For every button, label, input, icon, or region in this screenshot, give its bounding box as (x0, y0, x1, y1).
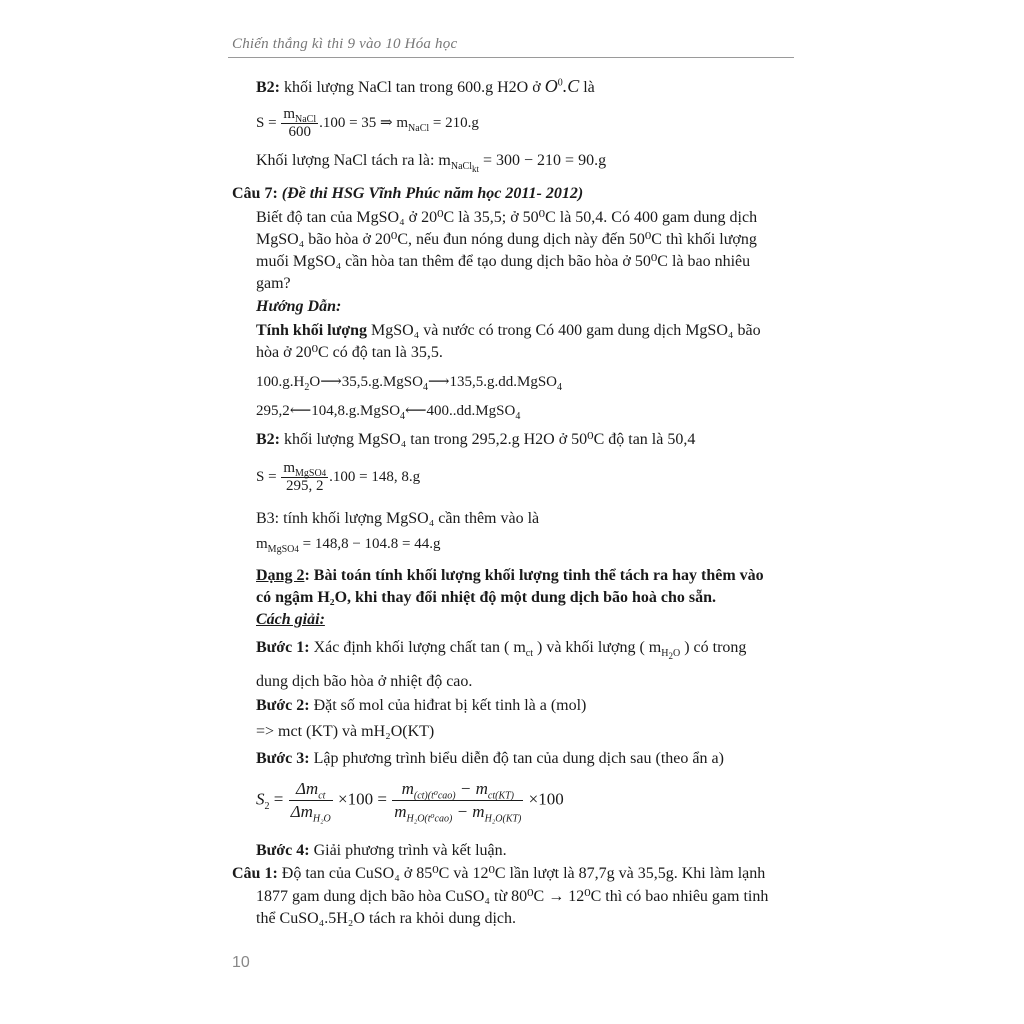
s-num-sub: MgSO (294, 468, 322, 479)
b3-line: B3: tính khối lượng MgSO₄ cần thêm vào là (256, 510, 540, 527)
s2-fraction-1 (289, 778, 333, 823)
chain1-sub: 2 (304, 382, 310, 393)
b2-temp-unit: .C (562, 76, 580, 96)
page-number: 10 (232, 954, 250, 971)
chain2-b-sub: 4 (400, 411, 406, 422)
s2-eq: = (269, 789, 288, 809)
buoc3-text: Lập phương trình biểu diễn độ tan của dung dịch sau (theo ẩn a) (309, 750, 724, 767)
cau1-label: Câu 1: (232, 865, 278, 882)
chain1-c-sub: 4 (422, 382, 428, 393)
buoc1-sub: ct (525, 648, 533, 660)
s2-lhs-sub: 2 (264, 800, 270, 812)
s2-times-2: ×100 (524, 789, 564, 809)
cau7-b2-label: B2: (256, 431, 280, 448)
cau7-line-1: Biết độ tan của MgSO₄ ở 20⁰C là 35,5; ở 50⁰C là 50,4. Có 400 gam dung dịch (256, 209, 758, 226)
m-sub: MgSO (267, 544, 295, 555)
buoc1-line-2: dung dịch bão hòa ở nhiệt độ cao. (256, 673, 473, 690)
tinh-rest: MgSO₄ và nước có trong Có 400 gam dung dịch MgSO₄ bão (366, 322, 761, 339)
buoc1-label: Bước 1: (256, 639, 310, 656)
s2-num2-mid: − m (455, 779, 488, 798)
tinh-bold: Tính khối lượng (256, 322, 367, 339)
buoc1-text: Xác định khối lượng chất tan ( m (309, 639, 526, 656)
s2-num2-sub: (ct)(t⁰cao) (413, 790, 456, 802)
b2-temp: O (544, 76, 558, 96)
buoc4-text: Giải phương trình và kết luận. (309, 842, 507, 859)
m-lhs: m (256, 536, 268, 552)
b2-text: khối lượng NaCl tan trong 600.g H2O ở (280, 79, 545, 96)
eq-num-sub: NaCl (294, 114, 317, 125)
tach-text: Khối lượng NaCl tách ra là: m (256, 152, 451, 169)
s2-lhs: S (256, 789, 265, 809)
header-rule (228, 57, 794, 58)
s2-equation (256, 778, 564, 823)
cau7-line-4: gam? (256, 275, 291, 292)
cau7-line-3: muối MgSO₄ cần hòa tan thêm để tạo dung dịch bão hòa ở 50⁰C là bao nhiêu (256, 253, 751, 270)
b2-nacl-line (256, 76, 595, 98)
s-rhs: .100 = 148, 8.g (329, 468, 421, 485)
eq-rhs-sub: NaCl (408, 122, 430, 134)
tach-sub: NaCl (450, 161, 472, 173)
cau7-b2-line (256, 430, 695, 450)
chain2-arrow-1: ⟵ (289, 403, 312, 419)
chain1-d: 135,5.g.dd.MgSO (449, 374, 557, 390)
cau7-label: Câu 7: (232, 185, 278, 202)
buoc1-mid: ) và khối lượng ( m (532, 639, 662, 656)
eq-rhs-b: = 210.g (429, 114, 479, 131)
s2-den2-mid: − m (452, 802, 485, 821)
cach-giai-heading: Cách giải: (256, 611, 325, 628)
buoc4-label: Bước 4: (256, 842, 310, 859)
s2-den2: m (394, 802, 407, 821)
chain1-a: 100.g.H (256, 374, 305, 390)
s2-fraction-2 (392, 778, 523, 823)
buoc3-line (256, 749, 724, 769)
b2-label: B2: (256, 79, 280, 96)
s-num: m (283, 460, 295, 476)
buoc2-label: Bước 2: (256, 697, 310, 714)
buoc2-line (256, 696, 586, 716)
chain1-arrow-2: ⟶ (427, 374, 450, 390)
cau7-b2-text: khối lượng MgSO₄ tan trong 295,2.g H2O ở 50⁰C độ tan là 50,4 (280, 431, 696, 448)
s2-den1-sub: H₂O (312, 813, 331, 825)
s2-num2: m (401, 779, 414, 798)
eq-lhs: S = (256, 114, 277, 131)
tach-rhs: = 300 − 210 = 90.g (479, 152, 607, 169)
huong-dan-heading: Hướng Dẫn: (256, 298, 342, 315)
cau1-text-1: Độ tan của CuSO₄ ở 85⁰C và 12⁰C lần lượt là 87,7g và 35,5g. Khi làm lạnh (277, 865, 766, 882)
eq-rhs-a: .100 = 35 ⇒ m (319, 114, 409, 131)
buoc2-text: Đặt số mol của hiđrat bị kết tinh là a (mol) (309, 697, 587, 714)
mgso4-s-equation (256, 460, 420, 495)
dang2-line-1 (256, 566, 764, 586)
chain2-a: 295,2 (256, 403, 290, 419)
buoc4-line (256, 841, 507, 861)
chain1-c: 35,5.g.MgSO (341, 374, 423, 390)
m-subsub: 4 (294, 544, 299, 554)
s-fraction (281, 460, 328, 495)
chain1-b: O (309, 374, 321, 390)
s-num-subsub: 4 (321, 468, 327, 478)
s2-den2-sub2: H₂O(KT) (484, 813, 522, 825)
s2-times-1: ×100 = (333, 789, 392, 809)
dang2-line-2: có ngậm H₂O, khi thay đổi nhiệt độ một dung dịch bão hoà cho sẵn. (256, 589, 717, 606)
running-header: Chiến thắng kì thi 9 vào 10 Hóa học (232, 36, 458, 52)
cau7-heading (232, 184, 583, 204)
buoc1-sub2b: 2 (668, 651, 673, 662)
s2-den1: Δm (290, 802, 313, 821)
chain2-b: 104,8.g.MgSO (311, 403, 401, 419)
s2-num1-sub: ct (318, 790, 326, 802)
chain1-arrow-1: ⟶ (320, 374, 342, 390)
s-lhs: S = (256, 468, 277, 485)
eq-den: 600 (288, 124, 311, 140)
chain-forward (256, 372, 562, 391)
tinh-line-1 (256, 321, 761, 341)
m-mgso4-line (256, 536, 441, 553)
dang2-text-1: : Bài toán tính khối lượng khối lượng tinh thể tách ra hay thêm vào (304, 567, 764, 584)
b2-temp-sup: 0 (557, 77, 563, 89)
cau1-line-3: thể CuSO₄.5H₂O tách ra khỏi dung dịch. (256, 910, 517, 927)
m-rhs: = 148,8 − 104.8 = 44.g (298, 536, 441, 552)
eq-fraction (281, 106, 318, 141)
cau7-source: (Đề thi HSG Vĩnh Phúc năm học 2011- 2012) (277, 185, 584, 202)
buoc1-sub2: H (661, 648, 669, 660)
nacl-equation (256, 106, 479, 141)
tach-subsub: kt (471, 164, 479, 175)
mct-line: => mct (KT) và mH₂O(KT) (256, 723, 435, 740)
chain2-arrow-2: ⟵ (405, 403, 427, 419)
cau7-line-2: MgSO₄ bão hòa ở 20⁰C, nếu đun nóng dung dịch này đến 50⁰C thì khối lượng (256, 231, 757, 248)
dang2-label: Dạng 2 (256, 567, 305, 584)
s2-den2-sub: H₂O(t⁰cao) (406, 813, 453, 825)
cau1-line-1 (232, 864, 765, 884)
buoc3-label: Bước 3: (256, 750, 310, 767)
chain2-c-sub: 4 (515, 411, 521, 422)
s-den: 295, 2 (285, 478, 324, 494)
chain-backward (256, 401, 520, 420)
chain2-c: 400..dd.MgSO (426, 403, 516, 419)
nacl-tach-line (256, 151, 607, 175)
eq-num: m (283, 106, 295, 122)
cau1-line-2: 1877 gam dung dịch bão hòa CuSO₄ từ 80⁰C → 12⁰C thì có bao nhiêu gam tinh (256, 888, 769, 905)
buoc1-line-1 (256, 638, 747, 662)
buoc1-end: ) có trong (680, 639, 747, 656)
chain1-d-sub: 4 (557, 382, 562, 393)
tinh-line-2: hòa ở 20⁰C có độ tan là 35,5. (256, 344, 443, 361)
b2-tail: là (579, 79, 595, 96)
s2-num1: Δm (295, 779, 319, 798)
buoc1-sub2c: O (672, 648, 681, 660)
s2-num2-sub2: ct(KT) (487, 790, 514, 802)
